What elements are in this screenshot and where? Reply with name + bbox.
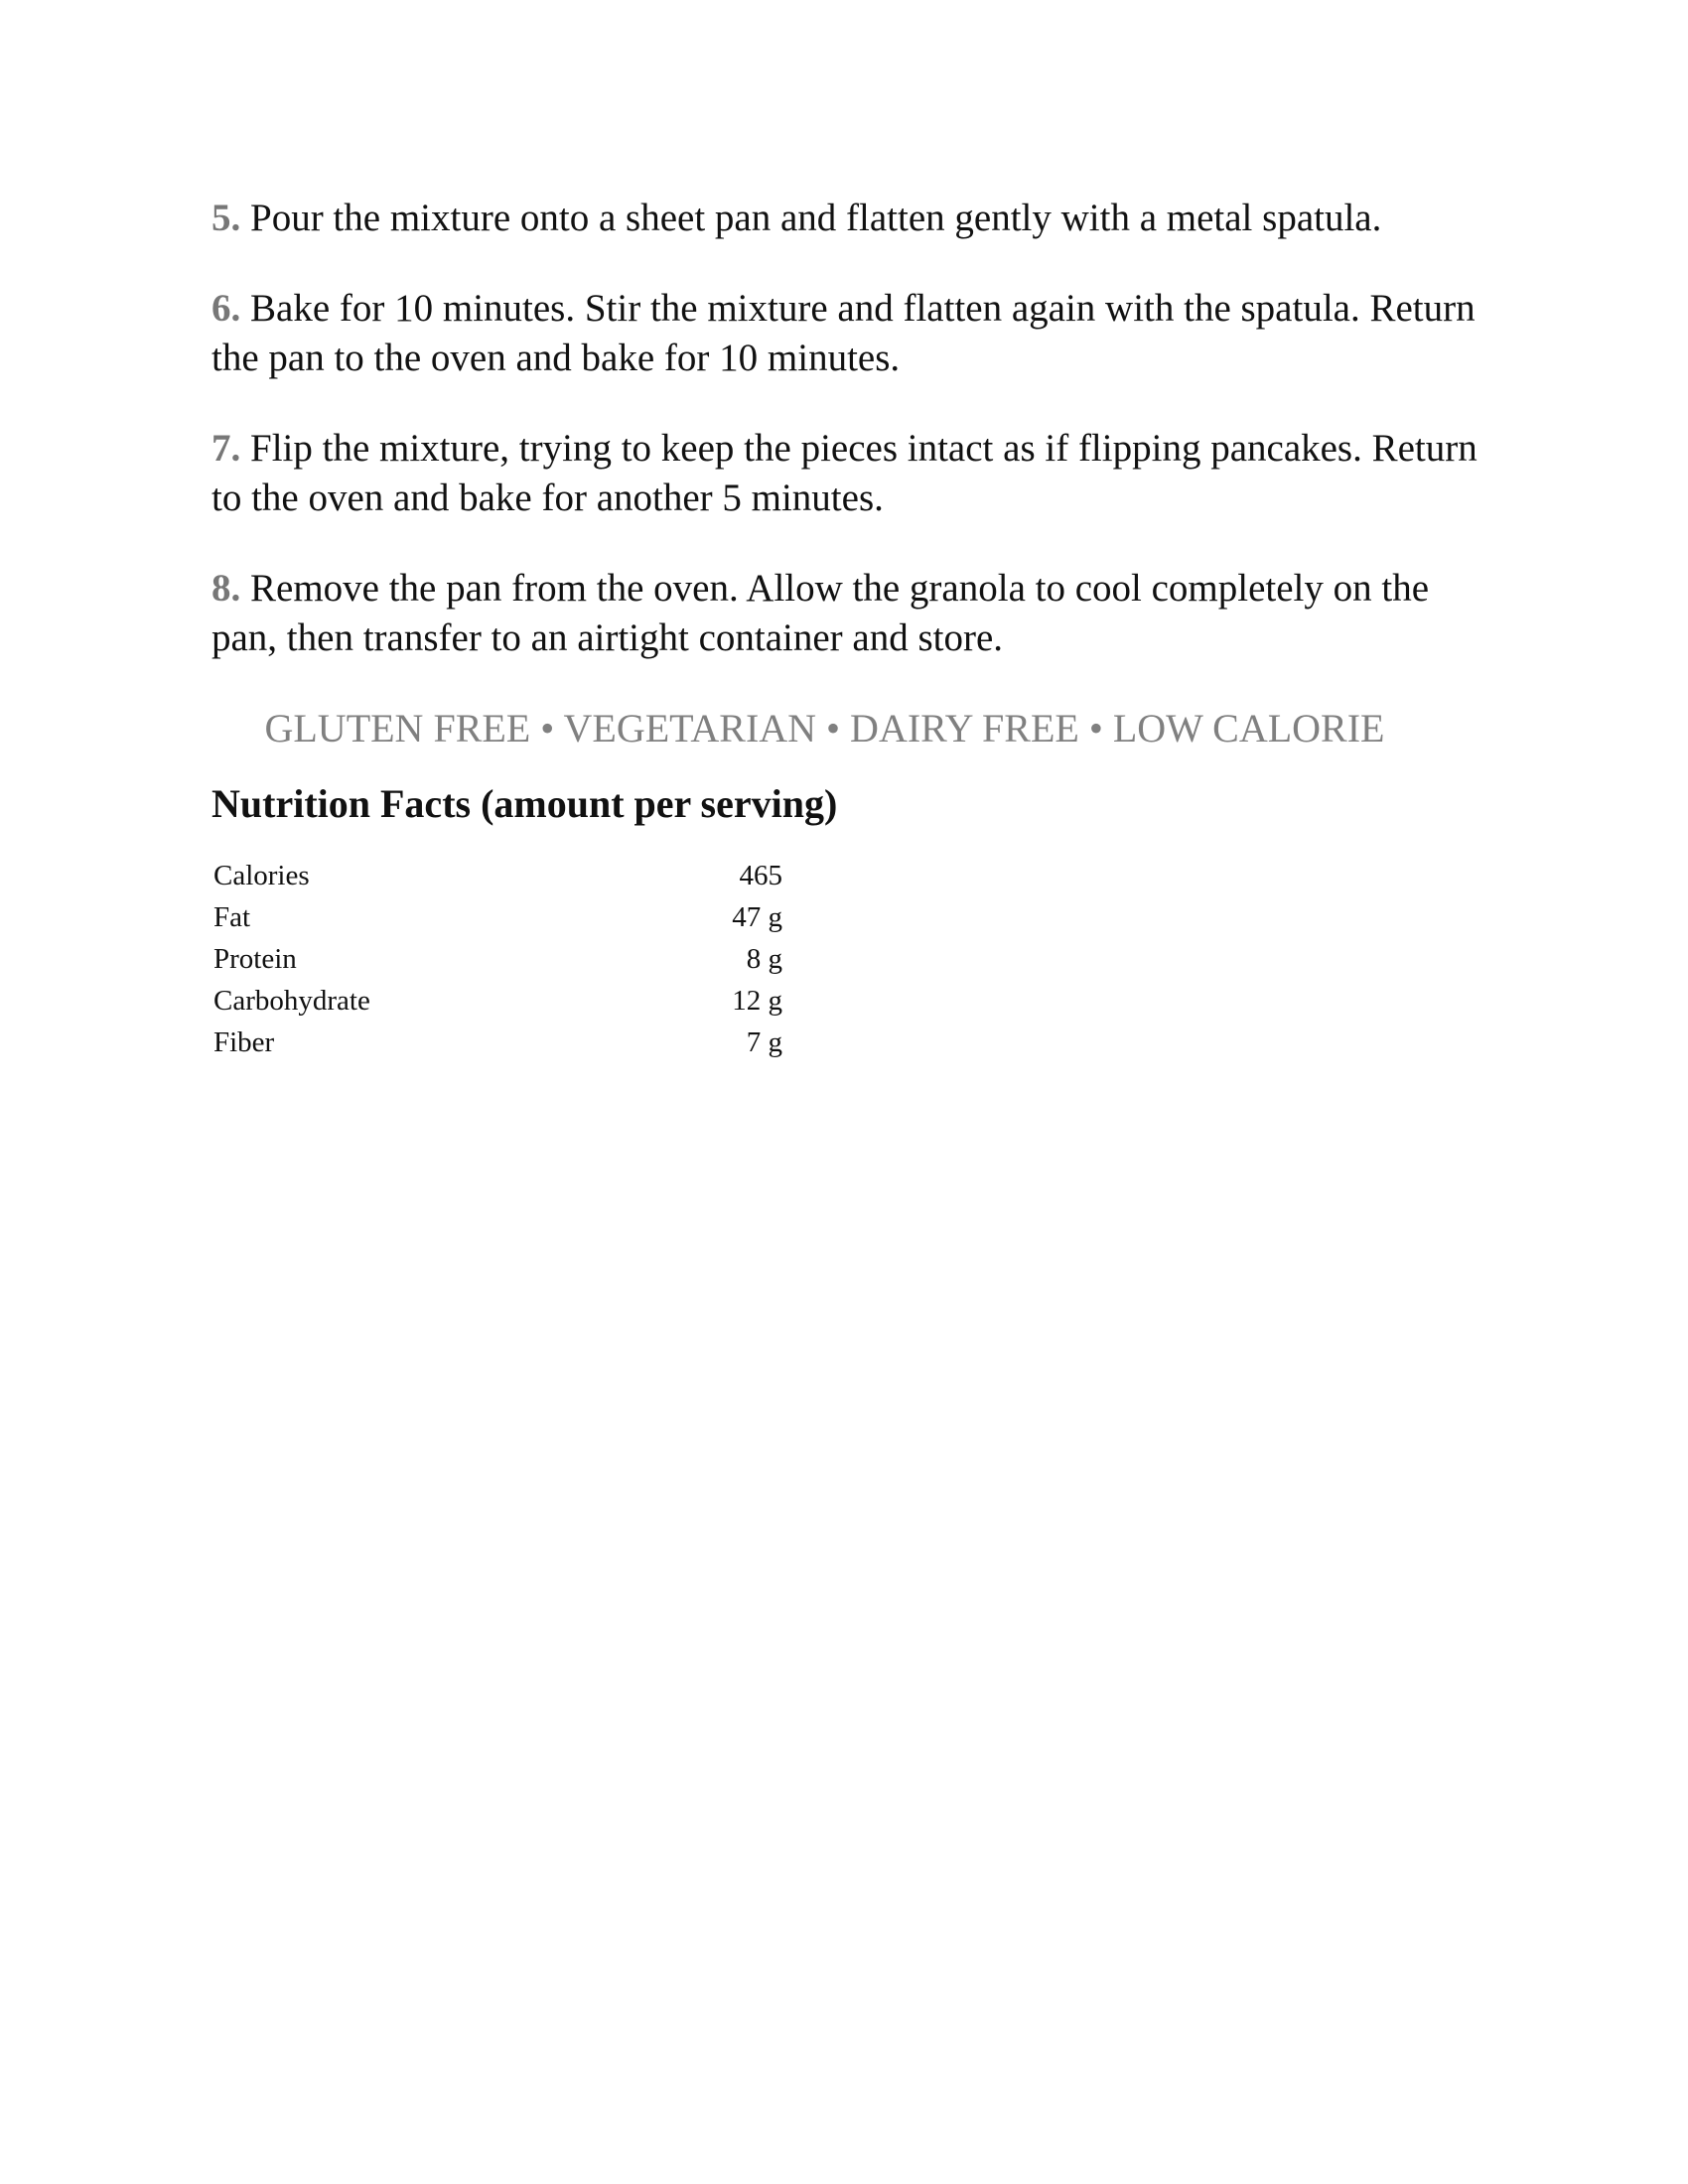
nutrition-value: 465 (739, 860, 782, 891)
nutrition-value: 7 g (746, 1026, 782, 1058)
step-number: 8. (211, 567, 241, 610)
nutrition-value: 8 g (746, 943, 782, 975)
nutrition-table (211, 855, 782, 1063)
nutrition-label: Fiber (213, 1026, 275, 1058)
step-text: Pour the mixture onto a sheet pan and flatten gently with a metal spatula. (250, 197, 1382, 239)
recipe-page (211, 194, 1492, 1063)
step-number: 7. (211, 427, 241, 470)
nutrition-label: Carbohydrate (213, 985, 370, 1017)
nutrition-label: Fat (213, 901, 251, 933)
step-number: 6. (211, 287, 241, 330)
nutrition-row-protein (211, 938, 782, 980)
step-text: Bake for 10 minutes. Stir the mixture and flatten again with the spatula. Return the pan to the oven and bake for 10 minutes. (211, 287, 1476, 379)
diet-tags: GLUTEN FREE • VEGETARIAN • DAIRY FREE • LOW CALORIE (264, 706, 1385, 751)
nutrition-row-fiber (211, 1022, 782, 1063)
step-6 (211, 284, 1492, 383)
nutrition-title: Nutrition Facts (amount per serving) (211, 781, 838, 826)
step-text: Flip the mixture, trying to keep the pieces intact as if flipping pancakes. Return to the oven and bake for another 5 minutes. (211, 427, 1477, 519)
step-number: 5. (211, 197, 241, 239)
step-text: Remove the pan from the oven. Allow the granola to cool completely on the pan, then transfer to an airtight container and store. (211, 567, 1430, 659)
step-8 (211, 564, 1492, 663)
nutrition-label: Calories (213, 860, 310, 891)
step-5 (211, 194, 1492, 243)
nutrition-value: 12 g (732, 985, 782, 1017)
step-7 (211, 424, 1492, 523)
nutrition-row-fat (211, 896, 782, 938)
nutrition-row-calories (211, 855, 782, 896)
nutrition-value: 47 g (732, 901, 782, 933)
nutrition-label: Protein (213, 943, 297, 975)
nutrition-row-carbohydrate (211, 980, 782, 1022)
